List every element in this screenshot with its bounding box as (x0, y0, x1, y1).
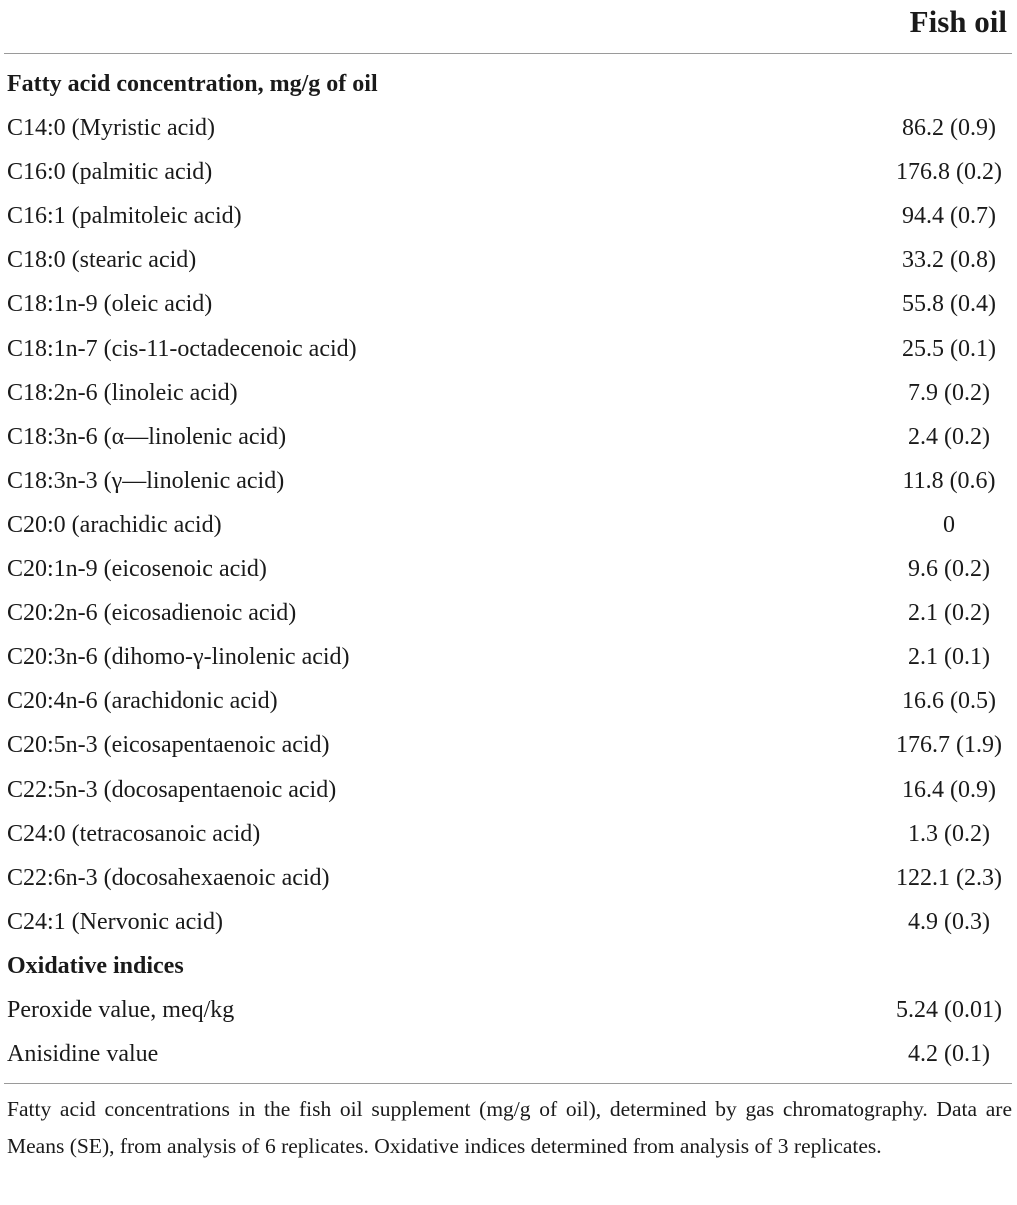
column-title-fish-oil: Fish oil (909, 4, 1007, 39)
row-value: 1.3 (0.2) (908, 820, 990, 847)
row-label: C20:4n-6 (arachidonic acid) (7, 688, 278, 715)
row-label: C20:0 (arachidic acid) (7, 511, 222, 538)
table-row (0, 150, 1017, 194)
row-label: C18:1n-7 (cis-11-octadecenoic acid) (7, 335, 357, 362)
row-label: C18:3n-6 (α—linolenic acid) (7, 423, 287, 450)
table-row (0, 679, 1017, 723)
row-label: Peroxide value, meq/kg (7, 996, 235, 1023)
table-header (0, 0, 1017, 52)
footer-divider (4, 1083, 1012, 1084)
section-title: Oxidative indices (7, 952, 184, 979)
table-row (0, 635, 1017, 679)
table-row (0, 856, 1017, 900)
row-value: 94.4 (0.7) (902, 203, 996, 230)
row-value: 176.7 (1.9) (896, 732, 1002, 759)
row-label: C18:3n-3 (γ—linolenic acid) (7, 467, 285, 494)
table-row (0, 900, 1017, 944)
table-row (0, 1032, 1017, 1076)
row-label: C18:2n-6 (linoleic acid) (7, 379, 238, 406)
row-value: 16.6 (0.5) (902, 688, 996, 715)
row-value: 2.1 (0.1) (908, 644, 990, 671)
table-row (0, 194, 1017, 238)
row-value: 16.4 (0.9) (902, 776, 996, 803)
table-row (0, 459, 1017, 503)
row-label: C22:6n-3 (docosahexaenoic acid) (7, 864, 330, 891)
row-value: 7.9 (0.2) (908, 379, 990, 406)
row-value: 25.5 (0.1) (902, 335, 996, 362)
row-label: C20:5n-3 (eicosapentaenoic acid) (7, 732, 330, 759)
row-label: C16:1 (palmitoleic acid) (7, 203, 242, 230)
section-heading-fatty-acid (0, 62, 1017, 106)
fatty-acid-table (0, 62, 1017, 1076)
row-value: 0 (943, 511, 955, 538)
row-label: C18:0 (stearic acid) (7, 247, 197, 274)
section-heading-oxidative-indices (0, 944, 1017, 988)
row-label: C24:1 (Nervonic acid) (7, 908, 223, 935)
header-divider (4, 53, 1012, 54)
table-row (0, 238, 1017, 282)
row-value: 4.2 (0.1) (908, 1041, 990, 1068)
table-row (0, 106, 1017, 150)
table-row (0, 812, 1017, 856)
section-title: Fatty acid concentration, mg/g of oil (7, 71, 378, 97)
row-value: 55.8 (0.4) (902, 291, 996, 318)
table-row (0, 591, 1017, 635)
table-row (0, 723, 1017, 767)
table-row (0, 415, 1017, 459)
table-row (0, 503, 1017, 547)
table-row (0, 768, 1017, 812)
row-label: Anisidine value (7, 1041, 159, 1068)
row-value: 176.8 (0.2) (896, 159, 1002, 186)
row-value: 86.2 (0.9) (902, 115, 996, 142)
row-value: 9.6 (0.2) (908, 556, 990, 583)
row-value: 5.24 (0.01) (896, 996, 1002, 1023)
table-row (0, 282, 1017, 326)
row-label: C20:2n-6 (eicosadienoic acid) (7, 600, 297, 627)
row-value: 2.1 (0.2) (908, 600, 990, 627)
row-label: C22:5n-3 (docosapentaenoic acid) (7, 776, 337, 803)
row-label: C16:0 (palmitic acid) (7, 159, 213, 186)
row-label: C18:1n-9 (oleic acid) (7, 291, 213, 318)
table-row (0, 371, 1017, 415)
row-label: C24:0 (tetracosanoic acid) (7, 820, 261, 847)
row-label: C14:0 (Myristic acid) (7, 115, 215, 142)
row-value: 4.9 (0.3) (908, 908, 990, 935)
table-row (0, 327, 1017, 371)
table-footnote: Fatty acid concentrations in the fish oil supplement (mg/g of oil), determined by gas chromatography. Data are Means (SE), from analysis of 6 replicates. Oxidative indices determined from analysis of 3 replicates. (7, 1097, 1012, 1158)
table-row (0, 988, 1017, 1032)
row-value: 11.8 (0.6) (902, 467, 996, 494)
row-value: 2.4 (0.2) (908, 423, 990, 450)
row-value: 33.2 (0.8) (902, 247, 996, 274)
table-row (0, 547, 1017, 591)
row-value: 122.1 (2.3) (896, 864, 1002, 891)
row-label: C20:3n-6 (dihomo-γ-linolenic acid) (7, 644, 350, 671)
row-label: C20:1n-9 (eicosenoic acid) (7, 556, 267, 583)
